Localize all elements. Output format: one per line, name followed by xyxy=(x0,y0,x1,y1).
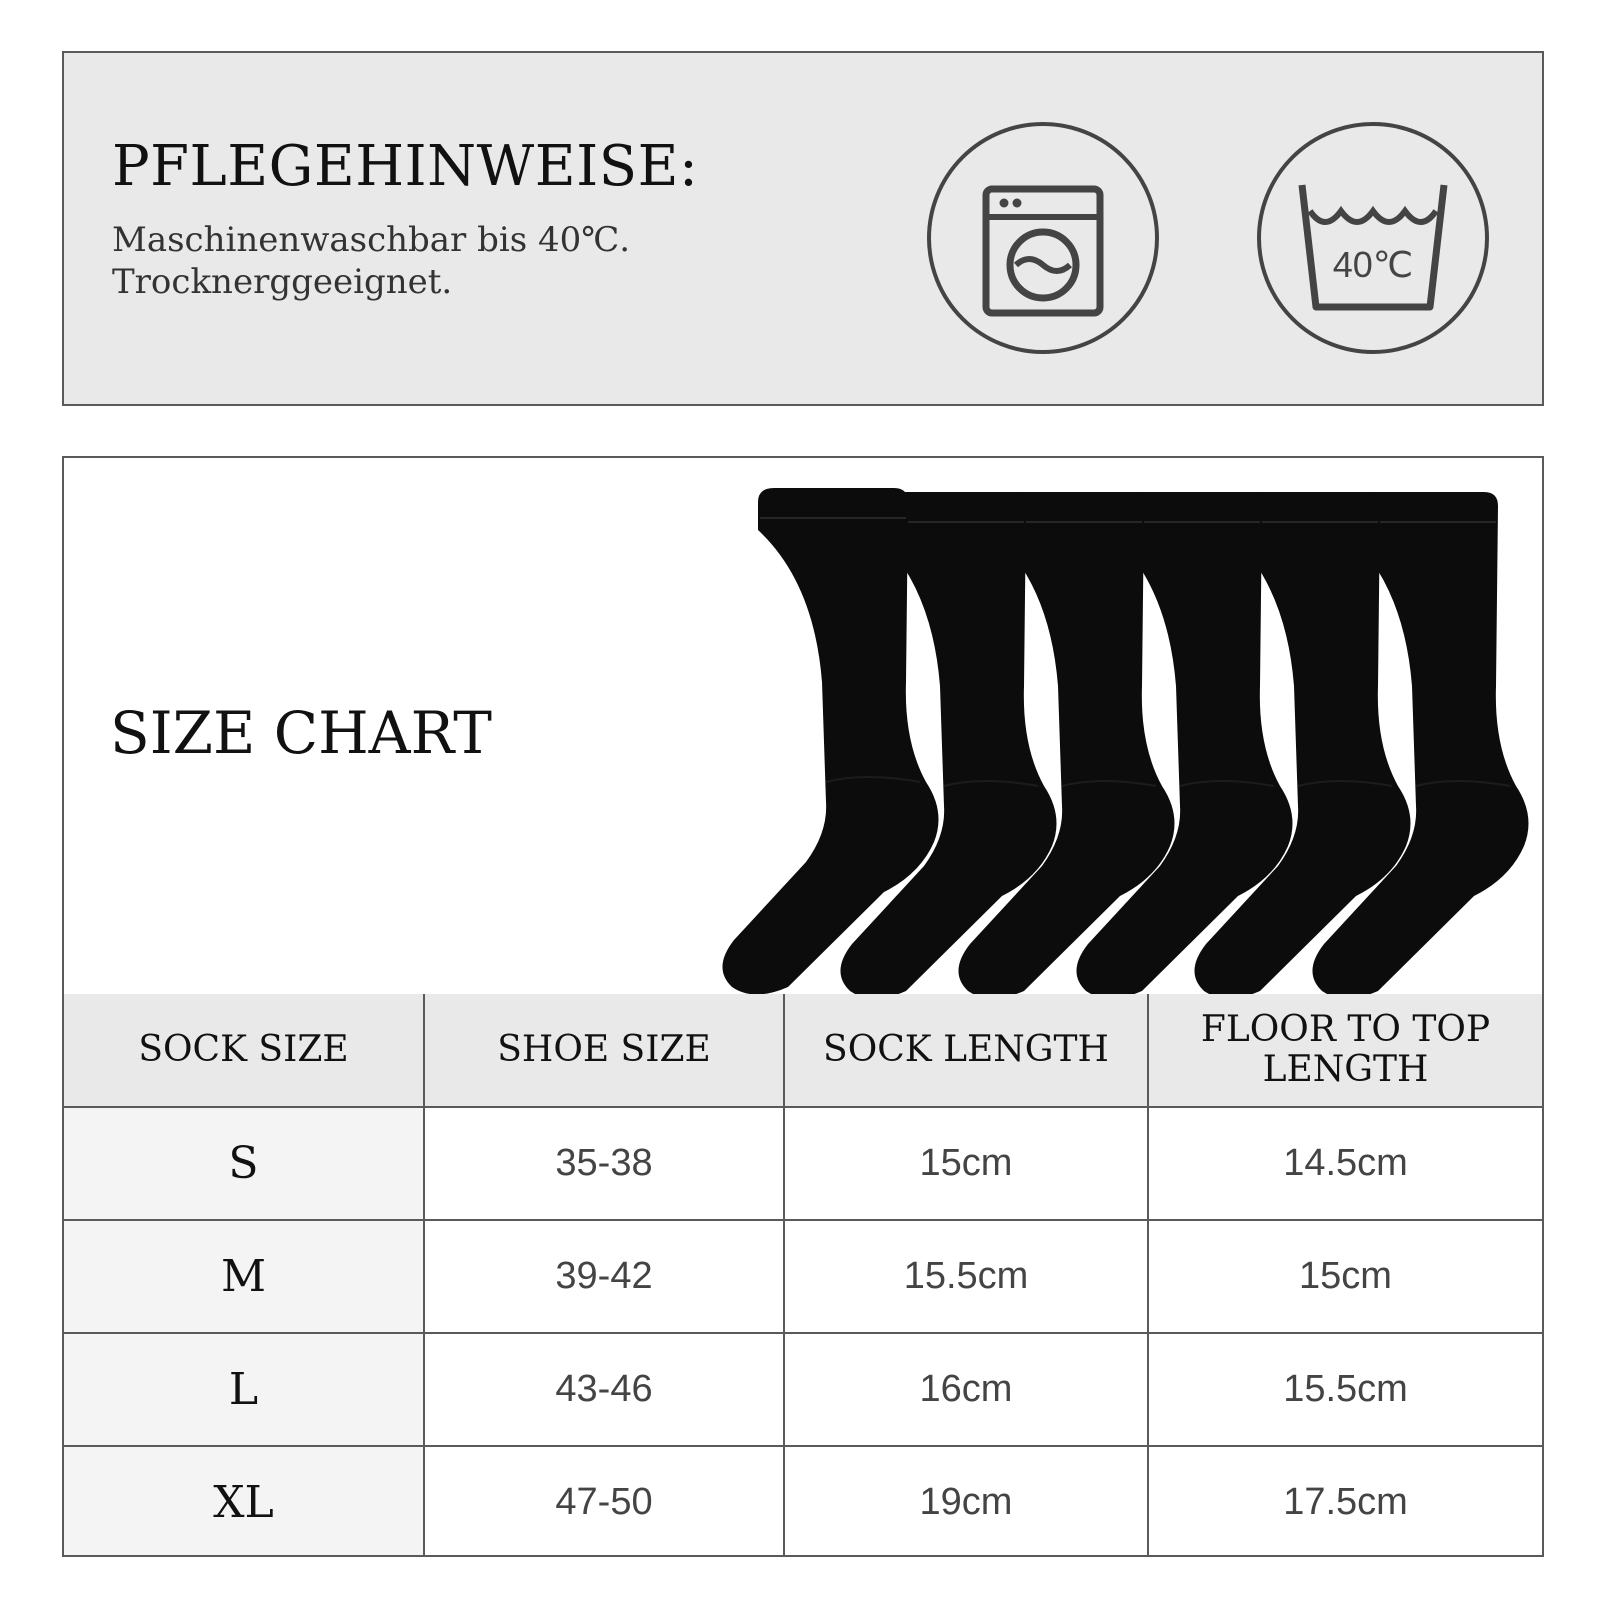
washing-machine-icon xyxy=(924,119,1162,357)
sock-length-value: 15.5cm xyxy=(784,1220,1148,1333)
wash-temperature-label: 40℃ xyxy=(1332,244,1414,285)
size-label: L xyxy=(64,1333,424,1446)
shoe-size-value: 47-50 xyxy=(424,1446,784,1557)
size-row-s xyxy=(64,1107,1542,1220)
header-sock-length: SOCK LENGTH xyxy=(784,994,1148,1107)
care-title: PFLEGEHINWEISE: xyxy=(112,134,699,199)
size-chart-panel xyxy=(62,456,1544,1557)
shoe-size-value: 43-46 xyxy=(424,1333,784,1446)
care-text xyxy=(112,219,630,303)
header-floor-to-top-length: FLOOR TO TOP LENGTH xyxy=(1148,994,1542,1107)
floor-to-top-value: 15cm xyxy=(1148,1220,1542,1333)
socks-product-image xyxy=(624,478,1544,998)
shoe-size-value: 35-38 xyxy=(424,1107,784,1220)
size-label: M xyxy=(64,1220,424,1333)
care-line-dryer: Trocknerggeeignet. xyxy=(112,262,453,302)
size-table-header-row xyxy=(64,994,1542,1107)
size-row-l xyxy=(64,1333,1542,1446)
sock-length-value: 15cm xyxy=(784,1107,1148,1220)
floor-to-top-value: 14.5cm xyxy=(1148,1107,1542,1220)
header-shoe-size: SHOE SIZE xyxy=(424,994,784,1107)
size-label: S xyxy=(64,1107,424,1220)
sock-length-value: 16cm xyxy=(784,1333,1148,1446)
size-row-xl xyxy=(64,1446,1542,1557)
shoe-size-value: 39-42 xyxy=(424,1220,784,1333)
floor-to-top-value: 15.5cm xyxy=(1148,1333,1542,1446)
size-table xyxy=(64,994,1542,1557)
floor-to-top-value: 17.5cm xyxy=(1148,1446,1542,1557)
size-chart-title: SIZE CHART xyxy=(110,699,492,767)
wash-40-icon xyxy=(1254,119,1492,357)
care-line-machine-wash: Maschinenwaschbar bis 40℃. xyxy=(112,220,631,260)
size-row-m xyxy=(64,1220,1542,1333)
care-instructions-panel xyxy=(62,51,1544,406)
sock-length-value: 19cm xyxy=(784,1446,1148,1557)
size-label: XL xyxy=(64,1446,424,1557)
header-sock-size: SOCK SIZE xyxy=(64,994,424,1107)
